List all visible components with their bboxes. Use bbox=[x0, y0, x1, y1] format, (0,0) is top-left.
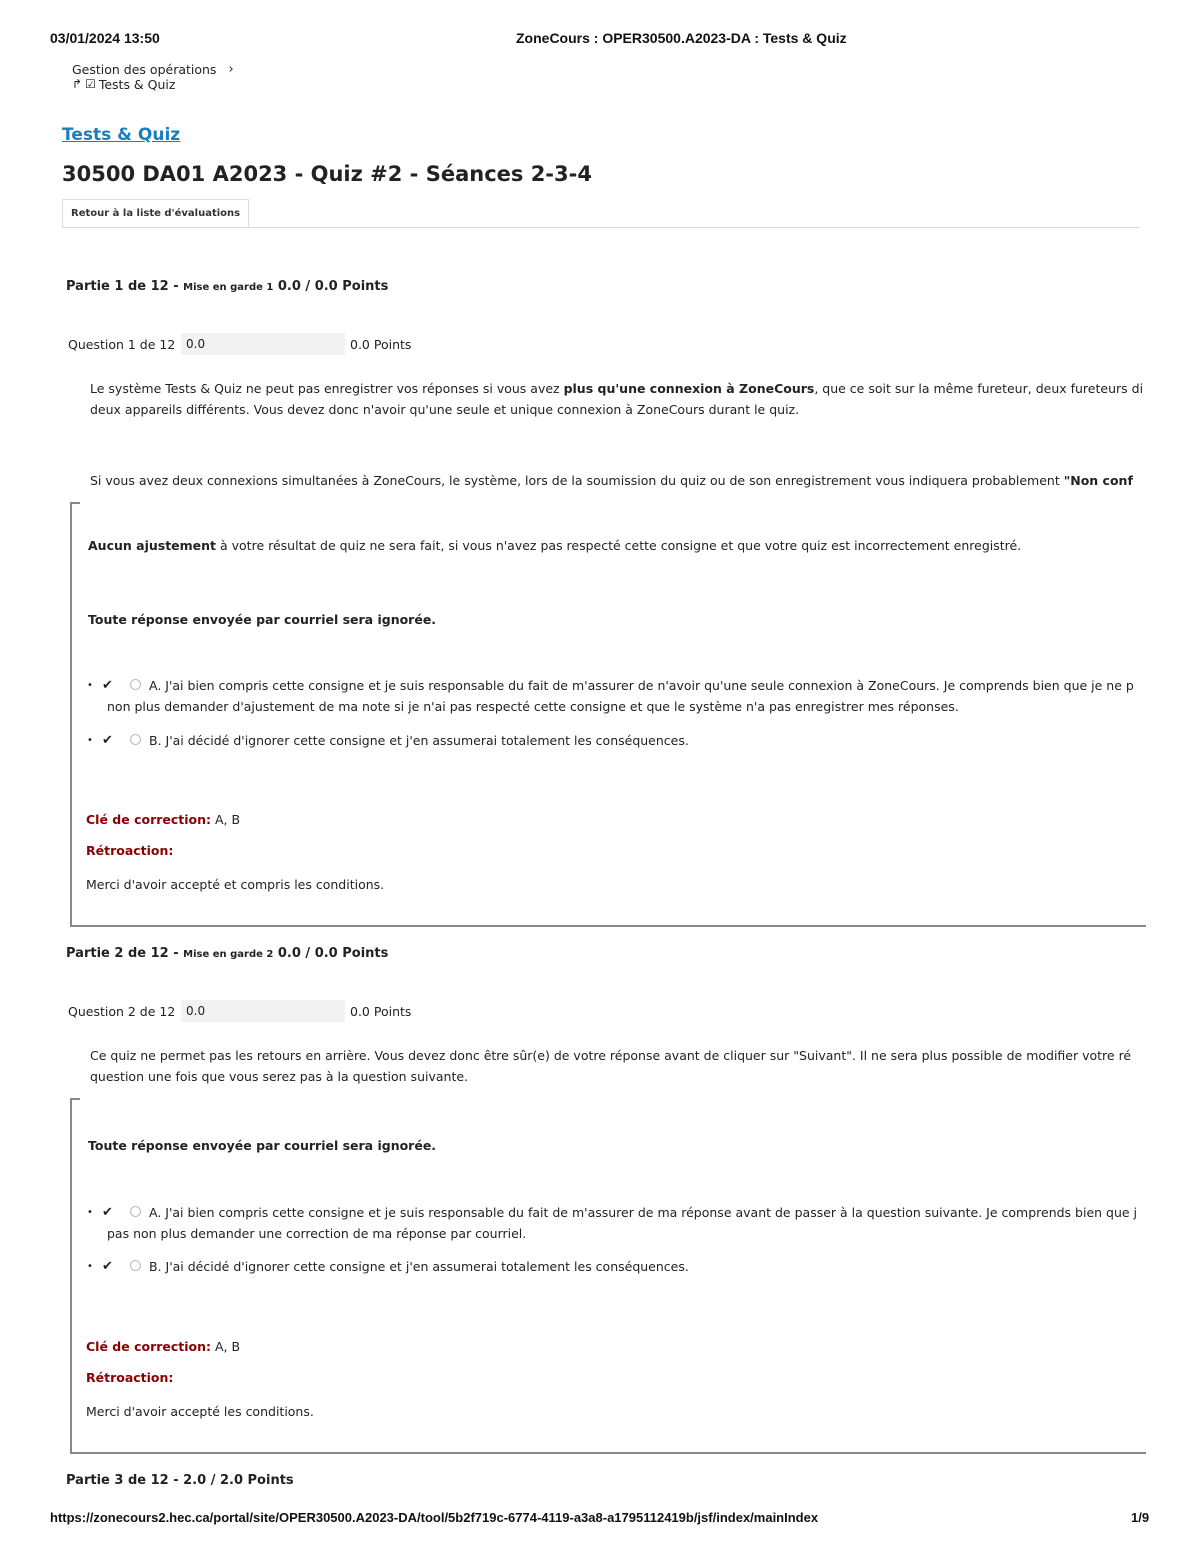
breadcrumb-parent-link[interactable]: Gestion des opérations bbox=[72, 62, 217, 77]
chevron-right-icon: › bbox=[228, 62, 234, 77]
feedback-label: Rétroaction: bbox=[86, 1370, 174, 1385]
warning-rest: à votre résultat de quiz ne sera fait, si vous n'avez pas respecté cette consigne et que votre quiz est incorrectement enregistré. bbox=[216, 538, 1022, 553]
answer-key-label: Clé de correction: bbox=[86, 812, 212, 827]
answer-radio[interactable] bbox=[130, 679, 141, 690]
part-heading bbox=[66, 279, 388, 294]
answer-radio[interactable] bbox=[130, 734, 141, 745]
question-text-emphasis: "Non conf bbox=[1063, 473, 1133, 488]
answer-key-label: Clé de correction: bbox=[86, 1339, 212, 1354]
answer-key-value: A, B bbox=[211, 1339, 241, 1354]
question-points: 0.0 Points bbox=[350, 1004, 412, 1019]
part-heading-points: 2.0 / 2.0 Points bbox=[183, 1473, 294, 1488]
answer-radio[interactable] bbox=[130, 1260, 141, 1271]
answer-text: B. J'ai décidé d'ignorer cette consigne et j'en assumerai totalement les conséquences. bbox=[149, 733, 689, 748]
redirect-arrow-icon: ↱ bbox=[72, 77, 83, 91]
bullet-icon: • bbox=[87, 1261, 93, 1272]
print-header bbox=[0, 30, 1200, 50]
question-label: Question 1 de 12 bbox=[68, 337, 176, 352]
print-date: 03/01/2024 13:50 bbox=[50, 30, 160, 46]
check-icon: ✔ bbox=[102, 1205, 113, 1220]
score-input[interactable] bbox=[181, 333, 345, 355]
answer-key-value: A, B bbox=[211, 812, 241, 827]
part-heading bbox=[66, 946, 388, 961]
check-icon: ✔ bbox=[102, 1259, 113, 1274]
check-icon: ✔ bbox=[102, 678, 113, 693]
print-page-number: 1/9 bbox=[1131, 1510, 1150, 1525]
question-text-line: deux appareils différents. Vous devez donc n'avoir qu'une seule et unique connexion à ZoneCours durant le quiz. bbox=[90, 402, 800, 417]
answer-text-continued: pas non plus demander une correction de ma réponse par courriel. bbox=[107, 1226, 527, 1241]
answer-radio[interactable] bbox=[130, 1206, 141, 1217]
question-points: 0.0 Points bbox=[350, 337, 412, 352]
bullet-icon: • bbox=[87, 735, 93, 746]
check-icon: ✔ bbox=[102, 733, 113, 748]
question-text-part: Si vous avez deux connexions simultanées à ZoneCours, le système, lors de la soumission du quiz ou de son enregistrement vous indiquera probablement bbox=[90, 473, 1064, 488]
question-text-part: Le système Tests & Quiz ne peut pas enregistrer vos réponses si vous avez bbox=[90, 381, 564, 396]
print-title: ZoneCours : OPER30500.A2023-DA : Tests & Quiz bbox=[516, 30, 847, 46]
part-heading-main: Partie 1 de 12 - bbox=[66, 279, 184, 294]
warning-text bbox=[88, 538, 1021, 553]
question-text-line bbox=[90, 470, 1146, 491]
question-answer-box bbox=[70, 1098, 1146, 1454]
part-heading-main: Partie 2 de 12 - bbox=[66, 946, 184, 961]
answer-key bbox=[86, 1339, 240, 1354]
part-heading bbox=[66, 1473, 294, 1488]
feedback-text: Merci d'avoir accepté les conditions. bbox=[86, 1404, 314, 1419]
question-text-line bbox=[90, 378, 1146, 399]
answer-option[interactable] bbox=[87, 1256, 1147, 1278]
question-text-line: question une fois que vous serez pas à la question suivante. bbox=[90, 1069, 469, 1084]
feedback-label: Rétroaction: bbox=[86, 843, 174, 858]
question-text-part: , que ce soit sur la même fureteur, deux fureteurs di bbox=[814, 381, 1144, 396]
question-text-emphasis: plus qu'une connexion à ZoneCours bbox=[563, 381, 815, 396]
print-url: https://zonecours2.hec.ca/portal/site/OPER30500.A2023-DA/tool/5b2f719c-6774-4119-a3a8-a1795112419b/jsf/index/mainIndex bbox=[50, 1510, 819, 1525]
answer-option[interactable] bbox=[87, 730, 1147, 752]
part-heading-subtitle: Mise en garde 2 bbox=[183, 949, 274, 960]
part-heading-points: 0.0 / 0.0 Points bbox=[273, 946, 389, 961]
bullet-icon: • bbox=[87, 1207, 93, 1218]
score-input[interactable] bbox=[181, 1000, 345, 1022]
answer-text: A. J'ai bien compris cette consigne et je suis responsable du fait de m'assurer de n'avoir qu'une seule connexion à ZoneCours. Je comprends bien que je ne p bbox=[149, 678, 1134, 693]
part-heading-main: Partie 3 de 12 - bbox=[66, 1473, 184, 1488]
part-heading-points: 0.0 / 0.0 Points bbox=[273, 279, 389, 294]
back-to-list-button[interactable]: Retour à la liste d'évaluations bbox=[62, 199, 249, 227]
breadcrumb bbox=[72, 62, 234, 92]
page-title: 30500 DA01 A2023 - Quiz #2 - Séances 2-3-4 bbox=[62, 162, 592, 186]
feedback-text: Merci d'avoir accepté et compris les conditions. bbox=[86, 877, 385, 892]
email-notice: Toute réponse envoyée par courriel sera ignorée. bbox=[88, 612, 437, 627]
answer-option[interactable] bbox=[87, 1202, 1147, 1246]
bullet-icon: • bbox=[87, 680, 93, 691]
answer-key bbox=[86, 812, 240, 827]
question-text-line: Ce quiz ne permet pas les retours en arrière. Vous devez donc être sûr(e) de votre réponse avant de cliquer sur "Suivant". Il ne sera plus possible de modifier votre ré bbox=[90, 1048, 1132, 1063]
title-divider bbox=[62, 227, 1139, 228]
part-heading-subtitle: Mise en garde 1 bbox=[183, 282, 274, 293]
question-label: Question 2 de 12 bbox=[68, 1004, 176, 1019]
checkbox-icon: ☑ bbox=[85, 77, 96, 91]
print-footer bbox=[0, 1510, 1200, 1530]
answer-text-continued: non plus demander d'ajustement de ma note si je n'ai pas respecté cette consigne et que le système n'a pas enregistrer mes réponses. bbox=[107, 699, 959, 714]
answer-text: A. J'ai bien compris cette consigne et je suis responsable du fait de m'assurer de ma réponse avant de passer à la question suivante. Je comprends bien que j bbox=[149, 1205, 1138, 1220]
question-answer-box bbox=[70, 502, 1146, 927]
tests-quiz-link[interactable]: Tests & Quiz bbox=[62, 125, 181, 145]
warning-emphasis: Aucun ajustement bbox=[88, 538, 217, 553]
answer-text: B. J'ai décidé d'ignorer cette consigne et j'en assumerai totalement les conséquences. bbox=[149, 1259, 689, 1274]
answer-option[interactable] bbox=[87, 675, 1147, 719]
email-notice: Toute réponse envoyée par courriel sera ignorée. bbox=[88, 1138, 437, 1153]
breadcrumb-current: Tests & Quiz bbox=[98, 77, 176, 92]
